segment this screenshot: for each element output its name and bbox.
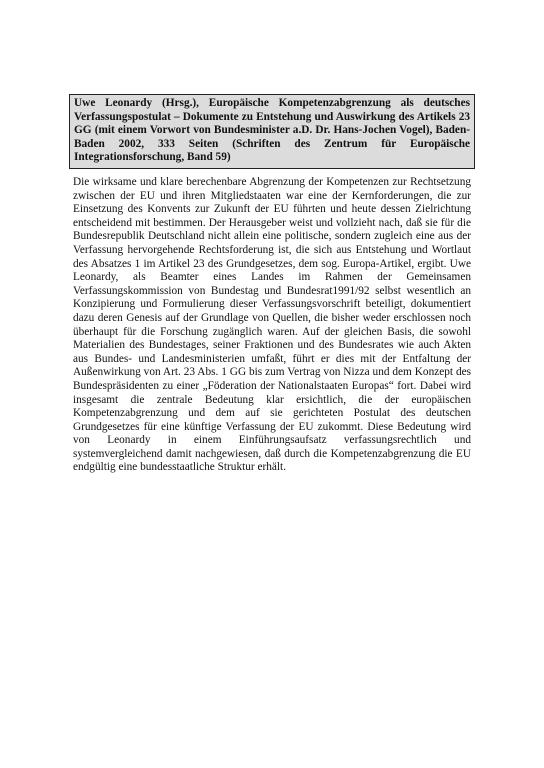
book-citation-box: [69, 94, 475, 169]
book-citation-text: Uwe Leonardy (Hrsg.), Europäische Kompetenzabgrenzung als deutsches Verfassungspostulat – Dokumente zu Entstehung und Auswirkung des Artikels 23 GG (mit einem Vorwort von Bundesminister a.D. Dr. Hans-Jochen Vogel), Baden-Baden 2002, 333 Seiten (Schriften des Zentrum für Europäische Integrationsforschung, Band 59): [74, 97, 470, 164]
abstract-paragraph: Die wirksame und klare berechenbare Abgrenzung der Kompetenzen zur Rechtsetzung zwischen der EU und ihren Mitgliedstaaten war eine der Kernforderungen, die zur Einsetzung des Konvents zur Zukunft der EU führten und heute dessen Zielrichtung entscheidend mit bestimmen. Der Herausgeber weist und vollzieht nach, daß sie für die Bundesrepublik Deutschland nicht allein eine politische, sondern zugleich eine aus der Verfassung hervorgehende Rechtsforderung ist, die sich aus Entstehung und Wortlaut des Absatzes 1 im Artikel 23 des Grundgesetzes, dem sog. Europa-Artikel, ergibt. Uwe Leonardy, als Beamter eines Landes im Rahmen der Gemeinsamen Verfassungskommission von Bundestag und Bundesrat1991/92 selbst wesentlich an Konzipierung und Formulierung dieser Verfassungsvorschrift beteiligt, dokumentiert dazu deren Genesis auf der Grundlage von Quellen, die bisher weder erschlossen noch überhaupt für die Forschung zugänglich waren. Auf der gleichen Basis, die sowohl Materialien des Bundestages, seiner Fraktionen und des Bundesrates wie auch Akten aus Bundes- und Landesministerien umfaßt, führt er dies mit der Entfaltung der Außenwirkung von Art. 23 Abs. 1 GG bis zum Vertrag von Nizza und dem Konzept des Bundespräsidenten zu einer „Föderation der Nationalstaaten Europas“ fort. Dabei wird insgesamt die zentrale Bedeutung klar ersichtlich, die der europäischen Kompetenzabgrenzung und dem auf sie gerichteten Postulat des deutschen Grundgesetzes für eine künftige Verfassung der EU zukommt. Diese Bedeutung wird von Leonardy in einem Einführungsaufsatz verfassungsrechtlich und systemvergleichend damit nachgewiesen, daß durch die Kompetenzabgrenzung die EU endgültig eine bundesstaatliche Struktur erhält.: [73, 176, 471, 474]
